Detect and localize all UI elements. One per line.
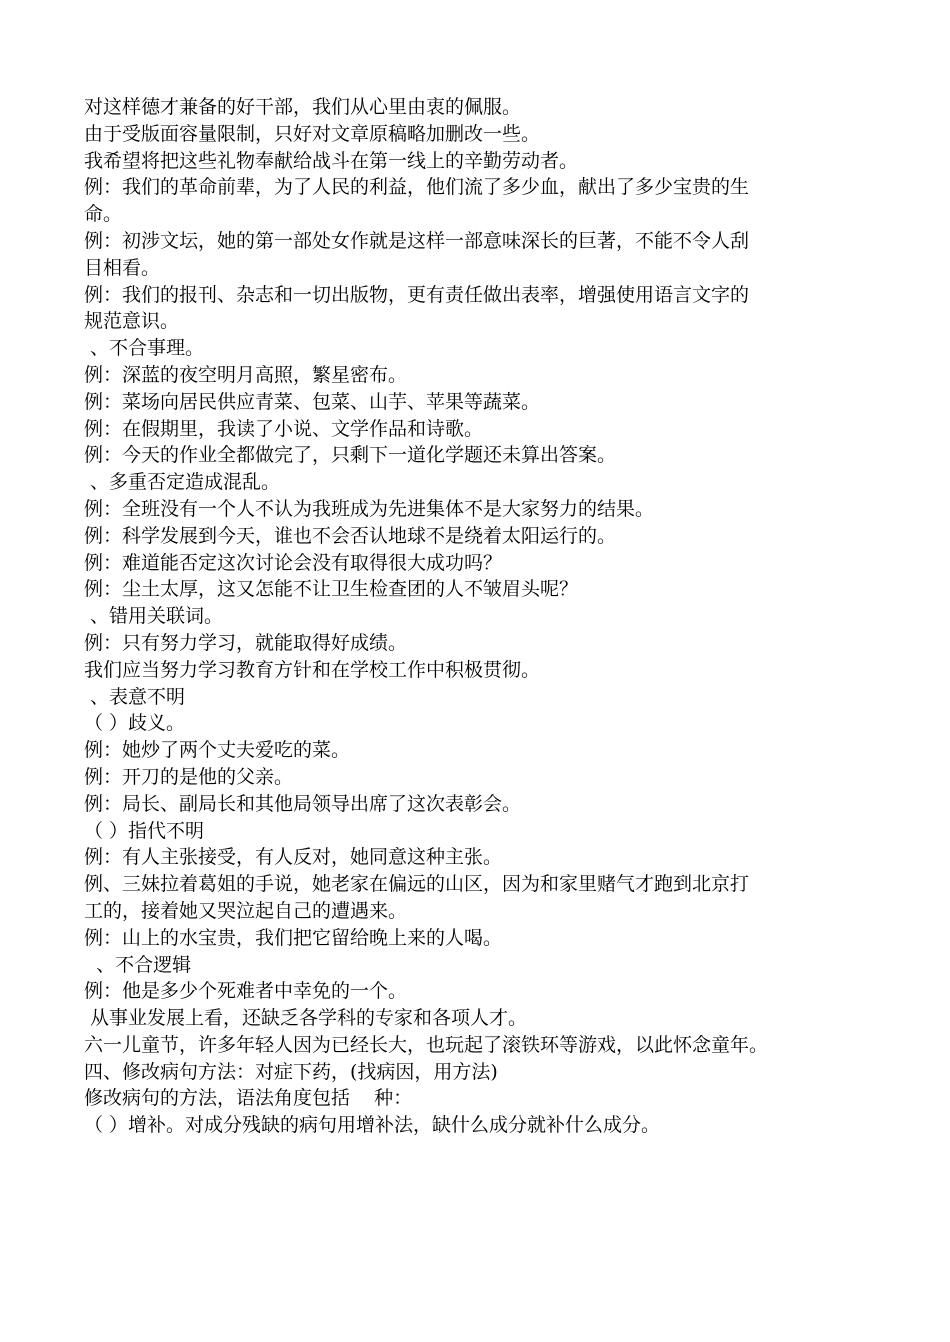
text-line: （ ）指代不明: [84, 819, 205, 842]
text-line: 、不合逻辑: [84, 953, 192, 976]
text-line: 、多重否定造成混乱。: [84, 471, 281, 494]
text-line: 我希望将把这些礼物奉献给战斗在第一线上的辛勤劳动者。: [84, 149, 579, 172]
text-line: 例：开刀的是他的父亲。: [84, 765, 294, 788]
text-line: 、表意不明: [84, 685, 186, 708]
text-line: 例：我们的报刊、杂志和一切出版物，更有责任做出表率，增强使用语言文字的: [84, 283, 750, 306]
text-line: 对这样德才兼备的好干部，我们从心里由衷的佩服。: [84, 96, 522, 118]
text-line: 例：尘土太厚，这又怎能不让卫生检查团的人不皱眉头呢？: [84, 578, 579, 601]
text-line: 工的，接着她又哭泣起自己的遭遇来。: [84, 899, 408, 922]
text-line: 例：初涉文坛，她的第一部处女作就是这样一部意味深长的巨著，不能不令人刮: [84, 229, 750, 252]
text-line: 例：只有努力学习，就能取得好成绩。: [84, 631, 408, 654]
text-line: 例：有人主张接受，有人反对，她同意这种主张。: [84, 846, 503, 869]
text-line: 例：局长、副局长和其他局领导出席了这次表彰会。: [84, 792, 522, 815]
text-line: 、错用关联词。: [84, 605, 224, 628]
text-line: （ ）增补。对成分残缺的病句用增补法，缺什么成分就补什么成分。: [84, 1114, 661, 1137]
text-line: 由于受版面容量限制，只好对文章原稿略加删改一些。: [84, 122, 541, 145]
text-line: 例、三妹拉着葛姐的手说，她老家在偏远的山区，因为和家里赌气才跑到北京打: [84, 873, 750, 896]
text-line: 、不合事理。: [84, 337, 205, 360]
text-line: 例：全班没有一个人不认为我班成为先进集体不是大家努力的结果。: [84, 497, 655, 520]
document-body: [84, 94, 874, 1139]
text-line: 目相看。: [84, 256, 161, 279]
text-line: 例：科学发展到今天，谁也不会否认地球不是绕着太阳运行的。: [84, 524, 617, 547]
text-line: 例：深蓝的夜空明月高照，繁星密布。: [84, 363, 408, 386]
text-line: 例：难道能否定这次讨论会没有取得很大成功吗？: [84, 551, 503, 574]
text-line: 命。: [84, 203, 123, 226]
text-line: 从事业发展上看，还缺乏各学科的专家和各项人才。: [84, 1007, 528, 1030]
text-line: 四、修改病句方法：对症下药，(找病因，用方法): [84, 1060, 498, 1083]
text-line: （ ）歧义。: [84, 712, 186, 735]
text-line: 例：在假期里，我读了小说、文学作品和诗歌。: [84, 417, 484, 440]
text-line: 我们应当努力学习教育方针和在学校工作中积极贯彻。: [84, 658, 541, 681]
text-line: 例：山上的水宝贵，我们把它留给晚上来的人喝。: [84, 926, 503, 949]
text-line: 规范意识。: [84, 310, 180, 333]
text-line: 例：今天的作业全都做完了，只剩下一道化学题还未算出答案。: [84, 444, 617, 467]
text-line: 修改病句的方法，语法角度包括 种：: [84, 1087, 413, 1110]
text-line: 例：她炒了两个丈夫爱吃的菜。: [84, 739, 351, 762]
text-line: 例：菜场向居民供应青菜、包菜、山芋、苹果等蔬菜。: [84, 390, 541, 413]
text-line: 六一儿童节，许多年轻人因为已经长大，也玩起了滚铁环等游戏，以此怀念童年。: [84, 1033, 769, 1056]
text-line: 例：他是多少个死难者中幸免的一个。: [84, 980, 408, 1003]
text-line: 例：我们的革命前辈，为了人民的利益，他们流了多少血，献出了多少宝贵的生: [84, 176, 750, 199]
